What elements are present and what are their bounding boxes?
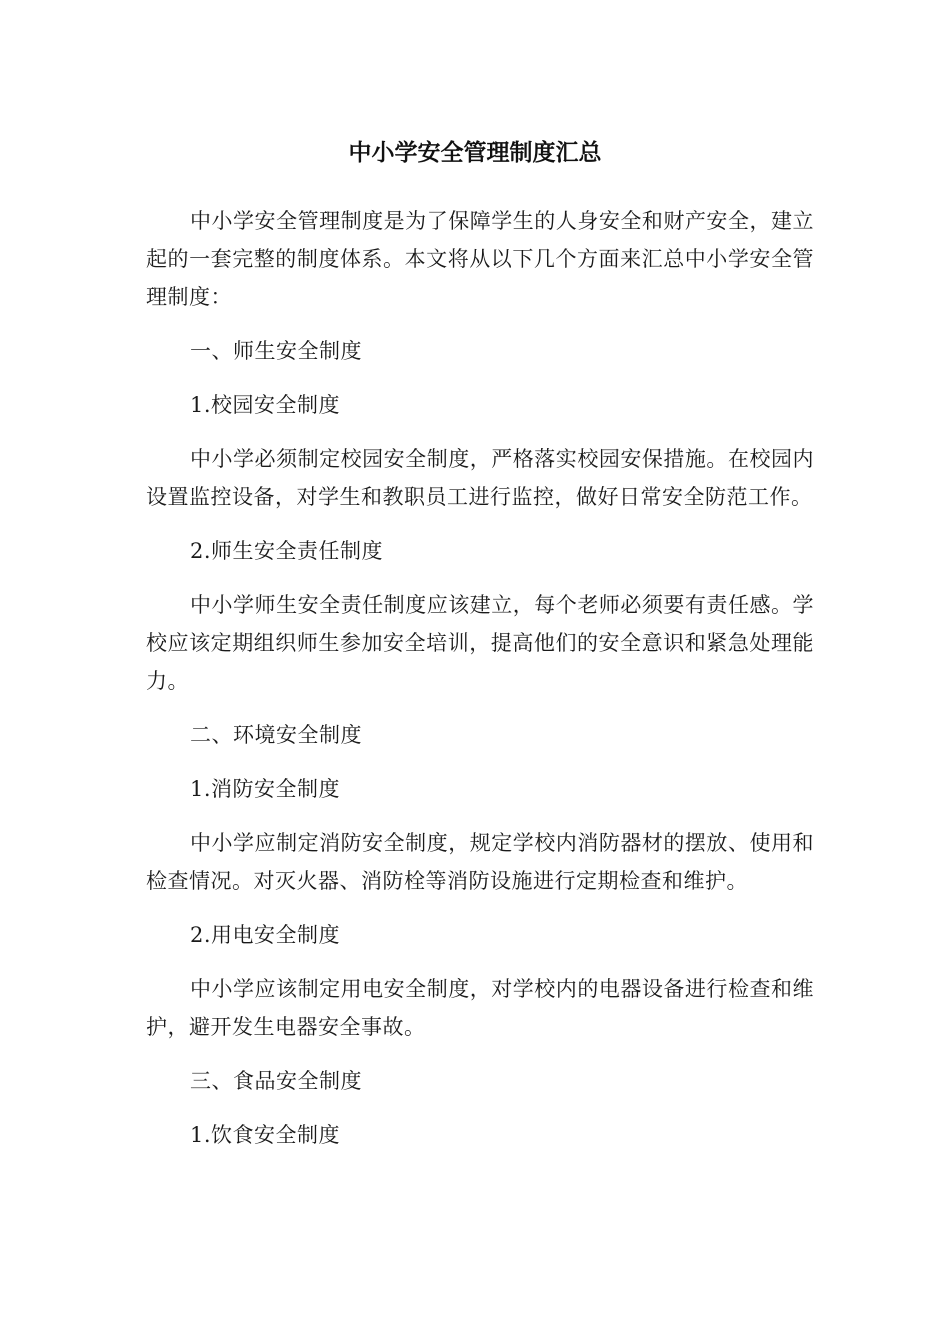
- subsection-heading-campus-safety: 1.校园安全制度: [190, 393, 341, 417]
- intro-paragraph: 中小学安全管理制度是为了保障学生的人身安全和财产安全，建立起的一套完整的制度体系。本文将从以下几个方面来汇总中小学安全管理制度：: [146, 209, 814, 309]
- document-title: 中小学安全管理制度汇总: [348, 140, 602, 166]
- section-heading-teacher-student-safety: 一、师生安全制度: [190, 339, 362, 363]
- subsection-heading-fire-safety: 1.消防安全制度: [190, 777, 341, 801]
- responsibility-paragraph: 中小学师生安全责任制度应该建立，每个老师必须要有责任感。学校应该定期组织师生参加安全培训，提高他们的安全意识和紧急处理能力。: [146, 593, 814, 693]
- subsection-heading-diet-safety: 1.饮食安全制度: [190, 1123, 341, 1147]
- campus-safety-paragraph: 中小学必须制定校园安全制度，严格落实校园安保措施。在校园内设置监控设备，对学生和教职员工进行监控，做好日常安全防范工作。: [146, 447, 814, 509]
- subsection-heading-responsibility: 2.师生安全责任制度: [190, 539, 384, 563]
- document-body: [146, 202, 814, 1170]
- subsection-heading-electricity-safety: 2.用电安全制度: [190, 923, 341, 947]
- fire-safety-paragraph: 中小学应制定消防安全制度，规定学校内消防器材的摆放、使用和检查情况。对灭火器、消防栓等消防设施进行定期检查和维护。: [146, 831, 814, 893]
- section-heading-food-safety: 三、食品安全制度: [190, 1069, 362, 1093]
- electricity-safety-paragraph: 中小学应该制定用电安全制度，对学校内的电器设备进行检查和维护，避开发生电器安全事故。: [146, 977, 814, 1039]
- section-heading-environment-safety: 二、环境安全制度: [190, 723, 362, 747]
